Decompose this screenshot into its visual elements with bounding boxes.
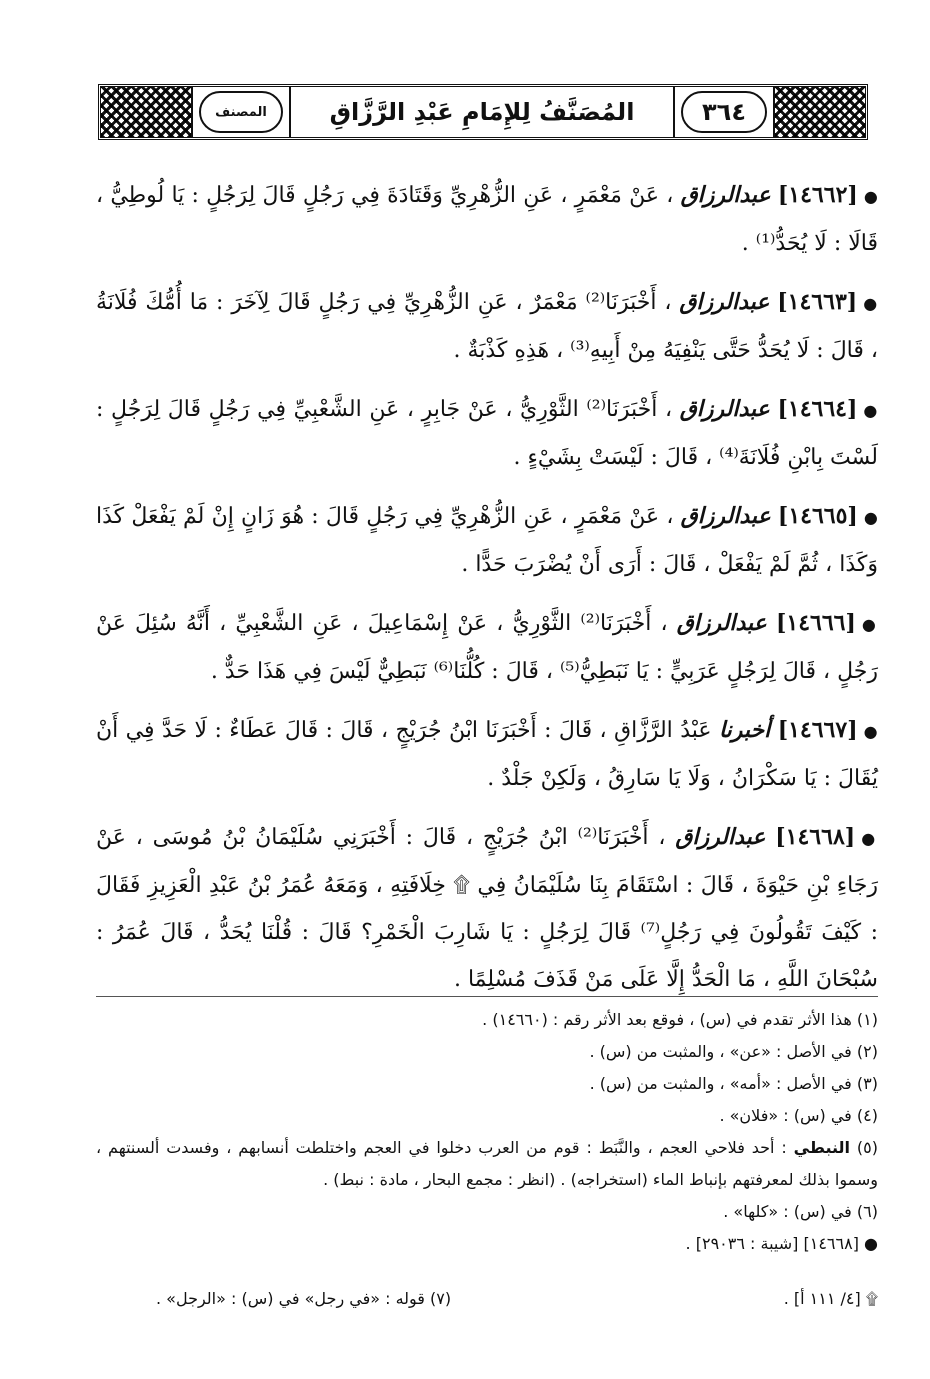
main-text (96, 172, 878, 1015)
entry-narrator: أخبرنا (718, 717, 771, 743)
header-title: المُصَنَّفُ لِلإِمَامِ عَبْدِ الرَّزَّاقِ (289, 87, 675, 137)
running-header (98, 84, 868, 140)
footnote-text: هذا الأثر تقدم في (س) ، فوقع بعد الأثر رقم : (١٤٦٦٠) . (482, 1010, 852, 1029)
entry-number: [١٤٦٦٨] (775, 824, 856, 850)
footnote (96, 1100, 878, 1132)
bullet-icon: ● (863, 401, 879, 420)
footnote (96, 1196, 878, 1228)
footnote (96, 1004, 878, 1036)
header-emblem: المصنف (199, 91, 283, 133)
bullet-icon: ● (864, 1234, 878, 1253)
footnote-key: (٣) (856, 1074, 878, 1093)
bullet-icon: ● (863, 187, 879, 206)
bullet-icon: ● (861, 829, 878, 848)
page-number: ٣٦٤ (681, 91, 767, 133)
entry-number: [١٤٦٦٤] (777, 396, 858, 422)
entry-text: ، أَخْبَرَنَا⁽²⁾ ابْنُ جُرَيْجٍ ، قَالَ : أَخْبَرَنِي سُلَيْمَانُ بْنُ مُوسَى ، عَنْ رَجَاءِ بْنِ حَيْوَةَ ، قَالَ : اسْتَقَامَ بِنَا سُلَيْمَانُ فِي ۩ خِلَافَتِهِ ، وَمَعَهُ عُمَرُ بْنُ عَبْدِ الْعَزِيزِ فَقَالَ : كَيْفَ تَقُولُونَ فِي رَجُلٍ⁽⁷⁾ قَالَ لِرَجُلٍ : يَا شَارِبَ الْخَمْرِ؟ قَالَ : قُلْنَا يُحَدُّ ، قَالَ عُمَرُ : سُبْحَانَ اللَّهِ ، مَا الْحَدُّ إِلَّا عَلَى مَنْ قَذَفَ مُسْلِمًا . (96, 825, 878, 992)
entry-narrator: عبدالرزاق (675, 824, 766, 850)
bullet-icon: ● (863, 722, 879, 741)
footnote-text: في الأصل : «عن» ، والمثبت من (س) . (589, 1042, 852, 1061)
footnote-separator (96, 996, 878, 997)
footnote-key: (٢) (856, 1042, 878, 1061)
hadith-entry (96, 814, 878, 1003)
entry-text: ، عَنْ مَعْمَرٍ ، عَنِ الزُّهْرِيِّ وَقَتَادَةَ فِي رَجُلٍ قَالَ لِرَجُلٍ : يَا لُوطِيُّ ، قَالَا : لَا يُحَدُّ⁽¹⁾ . (96, 183, 878, 256)
entry-text: ، أَخْبَرَنَا⁽²⁾ الثَّوْرِيُّ ، عَنْ جَابِرٍ ، عَنِ الشَّعْبِيِّ فِي رَجُلٍ قَالَ لِرَجُلٍ : لَسْتَ بِابْنِ فُلَانَةَ⁽⁴⁾ ، قَالَ : لَيْسَتْ بِشَيْءٍ . (96, 397, 878, 470)
entry-number: [١٤٦٦٣] (777, 289, 858, 315)
entry-narrator: عبدالرزاق (676, 610, 767, 636)
source-reference-text: [١٤٦٦٨] [شيبة : ٢٩٠٣٦] . (685, 1234, 859, 1253)
footnote-key: (٦) (856, 1202, 878, 1221)
footnote (96, 1068, 878, 1100)
footnote-text: في (س) : «فلان» . (719, 1106, 852, 1125)
hadith-entry (96, 172, 878, 267)
hadith-entry (96, 386, 878, 481)
entry-narrator: عبدالرزاق (679, 396, 770, 422)
footnote-text: في (س) : «كلها» . (723, 1202, 852, 1221)
entry-number: [١٤٦٦٥] (777, 503, 858, 529)
hadith-entry (96, 493, 878, 588)
entry-text: ، عَنْ مَعْمَرٍ ، عَنِ الزُّهْرِيِّ فِي رَجُلٍ قَالَ : هُوَ زَانٍ إِنْ لَمْ يَفْعَلْ كَذَا وَكَذَا ، ثُمَّ لَمْ يَفْعَلْ ، قَالَ : أَرَى أَنْ يُضْرَبَ حَدًّا . (96, 504, 878, 577)
entry-text: ، أَخْبَرَنَا⁽²⁾ الثَّوْرِيُّ ، عَنْ إِسْمَاعِيلَ ، عَنِ الشَّعْبِيِّ ، أَنَّهُ سُئِلَ عَنْ رَجُلٍ ، قَالَ لِرَجُلٍ عَرَبِيٍّ : يَا نَبَطِيُّ⁽⁵⁾ ، قَالَ : كُلُّنَا⁽⁶⁾ نَبَطِيٌّ لَيْسَ فِي هَذَا حَدٌّ . (96, 611, 878, 684)
folio-reference: ۩ [٤/ ١١١ أ] . (783, 1289, 878, 1308)
footnote-text: في الأصل : «أمه» ، والمثبت من (س) . (589, 1074, 852, 1093)
hadith-entry (96, 707, 878, 802)
footnote-key: (٥) (856, 1138, 878, 1157)
entry-text: ، أَخْبَرَنَا⁽²⁾ مَعْمَرٌ ، عَنِ الزُّهْرِيِّ فِي رَجُلٍ قَالَ لِآخَرَ : مَا أُمُّكَ فُلَانَةُ ، قَالَ : لَا يُحَدُّ حَتَّى يَنْفِيَهُ مِنْ أَبِيهِ⁽³⁾ ، هَذِهِ كَذْبَةٌ . (96, 290, 878, 363)
footnote-text: : أحد فلاحي العجم ، والنَّبَط : قوم من العرب دخلوا في العجم واختلطت أنسابهم ، وفسدت ألسنتهم ، وسموا بذلك لمعرفتهم بإنباط الماء (استخراجه) . (انظر : مجمع البحار ، مادة : نبط) . (96, 1138, 878, 1189)
header-ornament-left (101, 87, 193, 137)
footnote (96, 1036, 878, 1068)
entry-number: [١٤٦٦٢] (777, 182, 858, 208)
bullet-icon: ● (863, 508, 878, 527)
footnote-key: (١) (856, 1010, 878, 1029)
bullet-icon: ● (863, 294, 879, 313)
footnote-key: (٤) (856, 1106, 878, 1125)
entry-narrator: عبدالرزاق (680, 503, 771, 529)
entry-number: [١٤٦٦٦] (775, 610, 856, 636)
footnotes (96, 1004, 878, 1260)
footnote-term: النبطي (793, 1138, 850, 1157)
bullet-icon: ● (861, 615, 879, 634)
footnote-7: (٧) قوله : «في رجل» في (س) : «الرجل» . (156, 1289, 452, 1308)
header-ornament-right (773, 87, 865, 137)
entry-narrator: عبدالرزاق (680, 182, 771, 208)
entry-text: عَبْدُ الرَّزَّاقِ ، قَالَ : أَخْبَرَنَا ابْنُ جُرَيْجٍ ، قَالَ : قَالَ عَطَاءٌ : لَا حَدَّ فِي أَنْ يُقَالَ : يَا سَكْرَانُ ، وَلَا يَا سَارِقُ ، وَلَكِنْ جَلْدٌ . (96, 718, 878, 791)
hadith-entry (96, 600, 878, 695)
entry-narrator: عبدالرزاق (679, 289, 770, 315)
source-reference (96, 1228, 878, 1260)
footnote-bottom-row (96, 1284, 878, 1314)
footnote (96, 1132, 878, 1196)
entry-number: [١٤٦٦٧] (777, 717, 858, 743)
hadith-entry (96, 279, 878, 374)
